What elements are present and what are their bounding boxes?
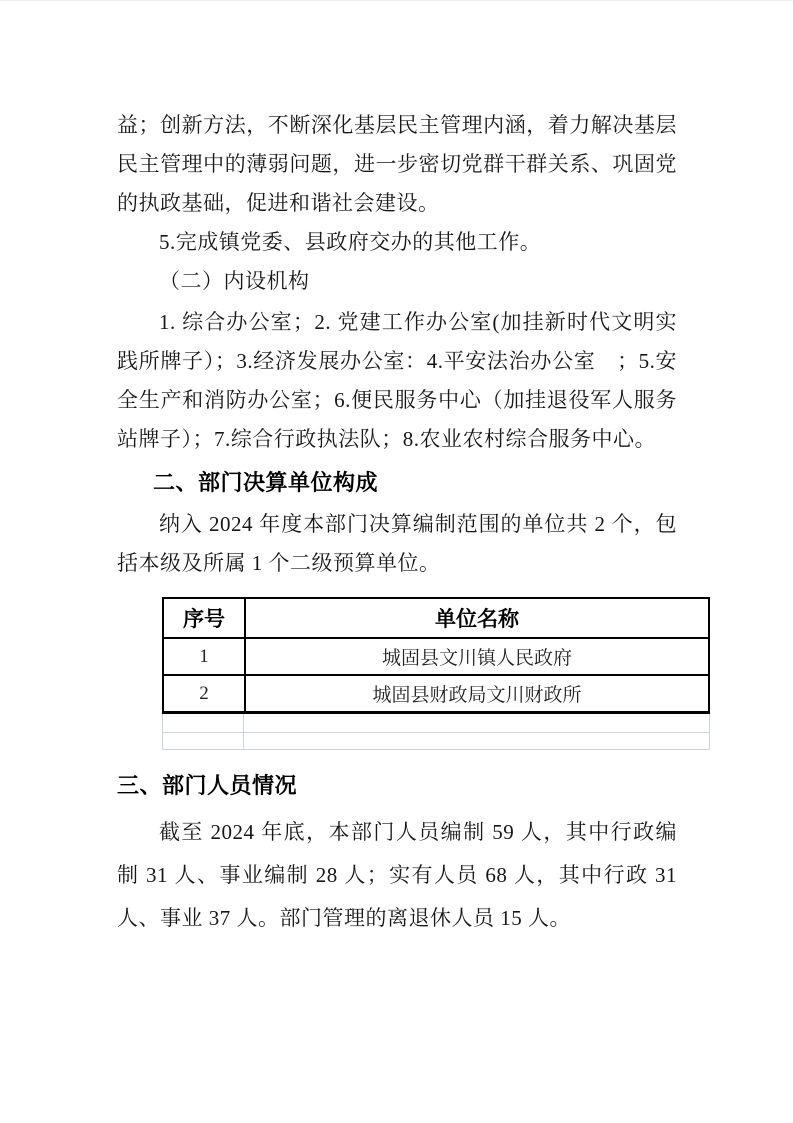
cell-unit-name: 城固县文川镇人民政府 — [245, 638, 709, 675]
paragraph-item-5: 5.完成镇党委、县政府交办的其他工作。 — [159, 230, 542, 254]
column-header-unit-name: 单位名称 — [245, 598, 709, 638]
unit-table — [162, 597, 710, 714]
cell-serial-number: 2 — [163, 675, 245, 713]
cell-unit-name: 城固县财政局文川财政所 — [245, 675, 709, 713]
cell-serial-number: 1 — [163, 638, 245, 675]
section-2-paragraph: 纳入 2024 年度本部门决算编制范围的单位共 2 个，包括本级及所属 1 个二级预算单位。 — [117, 512, 677, 575]
column-header-serial-number: 序号 — [163, 598, 245, 638]
section-3-heading: 三、部门人员情况 — [117, 773, 298, 798]
page-content — [117, 106, 677, 940]
empty-cell — [244, 714, 710, 733]
paragraph-org-list: 1. 综合办公室；2. 党建工作办公室(加挂新时代文明实践所牌子）；3.经济发展办公室：4.平安法治办公室 ；5.安全生产和消防办公室；6.便民服务中心（加挂退役军人服务站牌子）；7.综合行政执法队；8.农业农村综合服务中心。 — [117, 310, 677, 451]
section-3-paragraph: 截至 2024 年底，本部门人员编制 59 人，其中行政编制 31 人、事业编制 28 人；实有人员 68 人，其中行政 31 人、事业 37 人。部门管理的离退休人员 15 人。 — [117, 820, 677, 930]
table-row — [163, 638, 709, 675]
table-row — [163, 675, 709, 713]
empty-row — [163, 714, 710, 733]
paragraph-continuation: 益；创新方法，不断深化基层民主管理内涵，着力解决基层民主管理中的薄弱问题，进一步密切党群干群关系、巩固党的执政基础，促进和谐社会建设。 — [117, 113, 677, 215]
subsection-heading-internal-organs: （二）内设机构 — [159, 269, 310, 293]
empty-grid-rows — [162, 714, 710, 750]
empty-cell — [244, 733, 710, 750]
empty-cell — [163, 733, 244, 750]
unit-table-container — [162, 597, 677, 750]
empty-row — [163, 733, 710, 750]
section-2-heading: 二、部门决算单位构成 — [153, 470, 379, 495]
empty-cell — [163, 714, 244, 733]
unit-table-header-row — [163, 598, 709, 638]
